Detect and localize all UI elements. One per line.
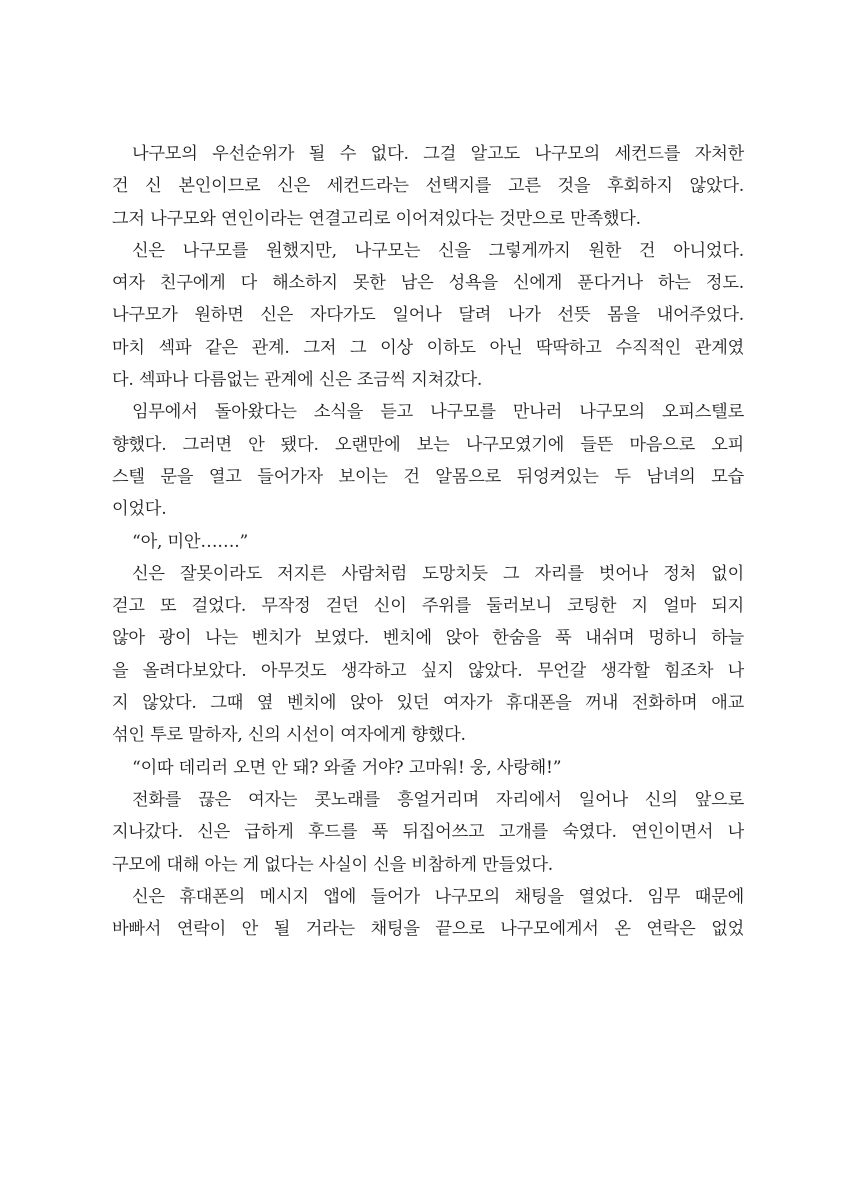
- text-line: 바빠서 연락이 안 될 거라는 채팅을 끝으로 나구모에게서 온 연락은 없었: [112, 919, 744, 940]
- text-line: 을 올려다보았다. 아무것도 생각하고 싶지 않았다. 무언갈 생각할 힘조차 나: [112, 660, 744, 681]
- text-line: 이었다.: [112, 499, 167, 520]
- text-line: 신은 나구모를 원했지만, 나구모는 신을 그렇게까지 원한 건 아니었다.: [132, 240, 744, 261]
- text-line: 구모에 대해 아는 게 없다는 사실이 신을 비참하게 만들었다.: [112, 854, 554, 875]
- text-line: 향했다. 그러면 안 됐다. 오랜만에 보는 나구모였기에 들뜬 마음으로 오피: [112, 434, 744, 455]
- text-line: 지나갔다. 신은 급하게 후드를 푹 뒤집어쓰고 고개를 숙였다. 연인이면서 나: [112, 822, 744, 843]
- body-text: [112, 138, 744, 945]
- text-line: 그저 나구모와 연인이라는 연결고리로 이어져있다는 것만으로 만족했다.: [112, 208, 641, 229]
- text-line: 건 신 본인이므로 신은 세컨드라는 선택지를 고른 것을 후회하지 않았다.: [112, 176, 744, 197]
- text-line: 나구모가 원하면 신은 자다가도 일어나 달려 나가 선뜻 몸을 내어주었다.: [112, 305, 744, 326]
- text-line: 섞인 투로 말하자, 신의 시선이 여자에게 향했다.: [112, 725, 466, 746]
- text-line: 전화를 끊은 여자는 콧노래를 흥얼거리며 자리에서 일어나 신의 앞으로: [132, 789, 744, 810]
- text-line: 지 않았다. 그때 옆 벤치에 앉아 있던 여자가 휴대폰을 꺼내 전화하며 애교: [112, 693, 744, 714]
- text-line: 스텔 문을 열고 들어가자 보이는 건 알몸으로 뒤엉켜있는 두 남녀의 모습: [112, 466, 744, 487]
- text-line: “이따 데리러 오면 안 돼? 와줄 거야? 고마워! 웅, 사랑해!”: [132, 757, 562, 778]
- text-line: 걷고 또 걸었다. 무작정 걷던 신이 주위를 둘러보니 코팅한 지 얼마 되지: [112, 596, 744, 617]
- text-line: “아, 미안…….”: [132, 531, 249, 552]
- text-line: 나구모의 우선순위가 될 수 없다. 그걸 알고도 나구모의 세컨드를 자처한: [132, 144, 744, 164]
- text-line: 마치 섹파 같은 관계. 그저 그 이상 이하도 아닌 딱딱하고 수직적인 관계였: [112, 337, 744, 358]
- text-line: 여자 친구에게 다 해소하지 못한 남은 성욕을 신에게 푼다거나 하는 정도.: [112, 273, 744, 294]
- text-line: 다. 섹파나 다름없는 관계에 신은 조금씩 지쳐갔다.: [112, 370, 483, 391]
- text-line: 않아 광이 나는 벤치가 보였다. 벤치에 앉아 한숨을 푹 내쉬며 멍하니 하늘: [112, 628, 744, 649]
- text-line: 임무에서 돌아왔다는 소식을 듣고 나구모를 만나러 나구모의 오피스텔로: [132, 402, 744, 423]
- text-line: 신은 휴대폰의 메시지 앱에 들어가 나구모의 채팅을 열었다. 임무 때문에: [132, 886, 744, 907]
- text-line: 신은 잘못이라도 저지른 사람처럼 도망치듯 그 자리를 벗어나 정처 없이: [132, 563, 744, 584]
